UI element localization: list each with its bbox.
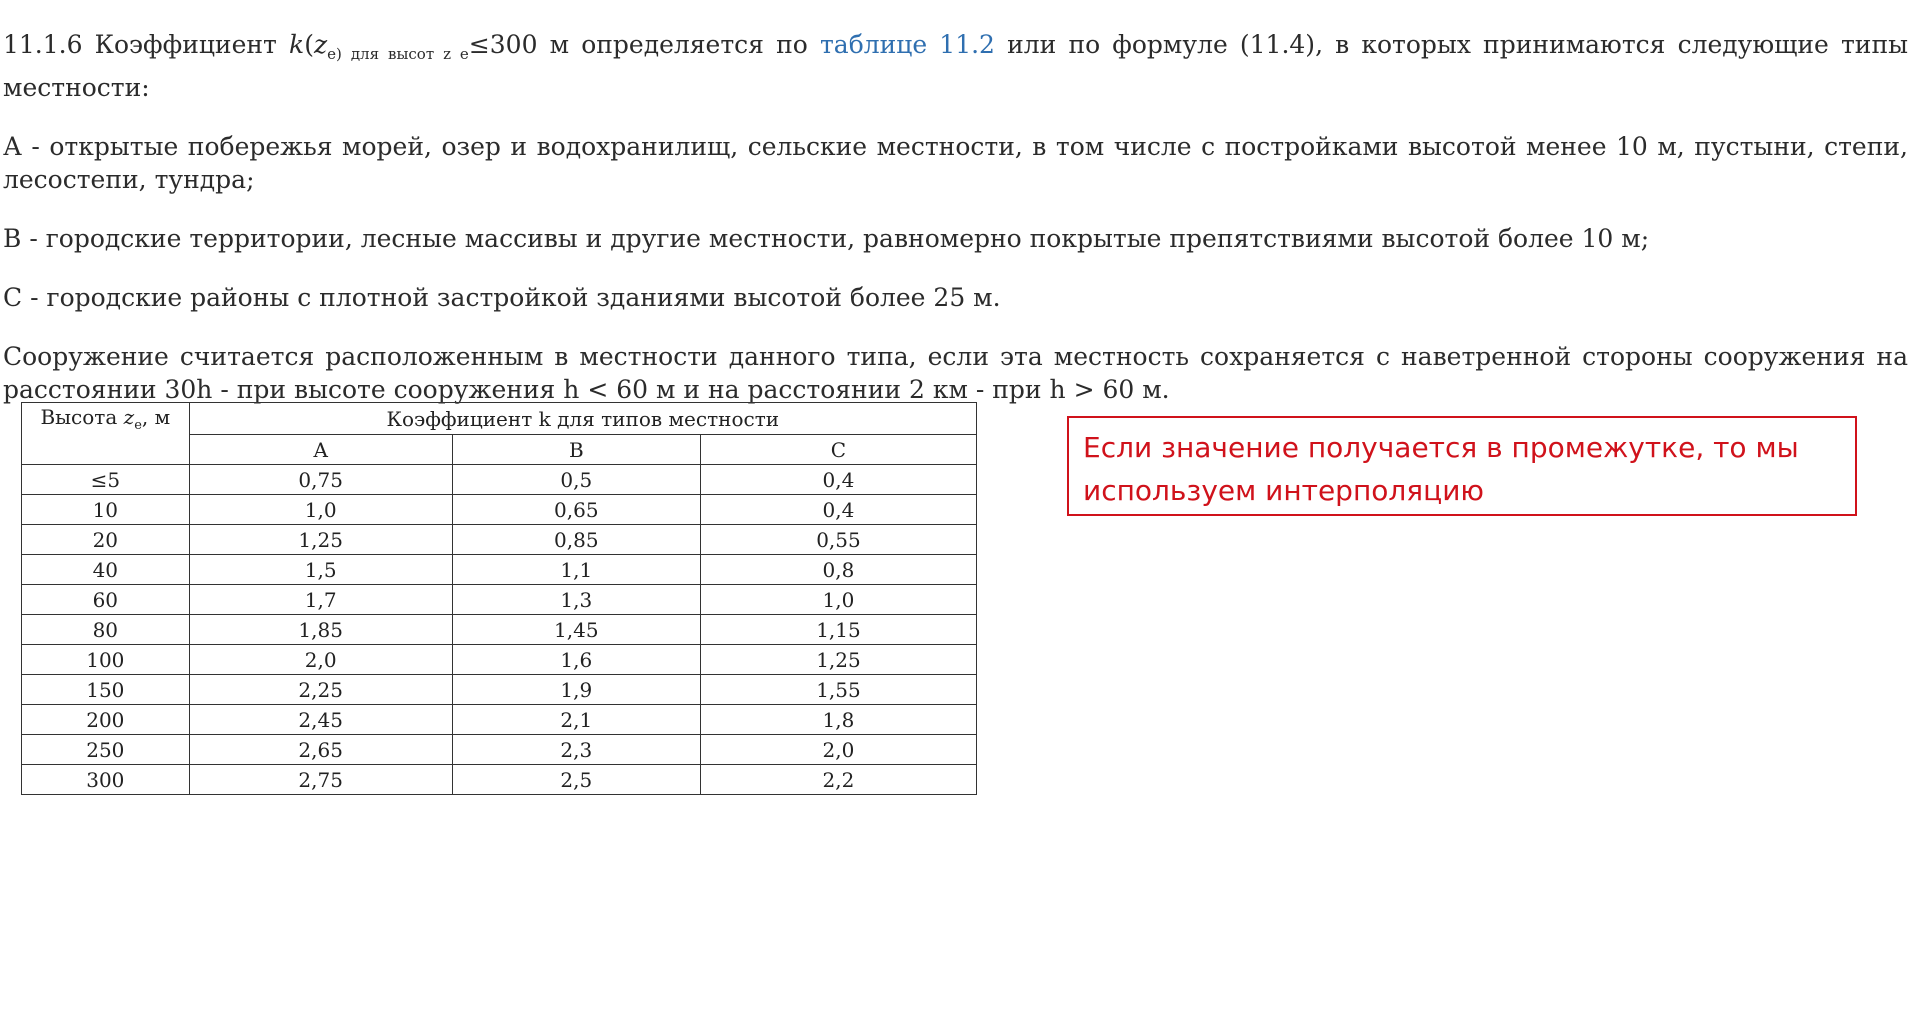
table-header-row bbox=[22, 403, 977, 435]
coef-b-cell: 1,3 bbox=[452, 585, 700, 615]
coef-b-cell: 1,6 bbox=[452, 645, 700, 675]
coef-a-cell: 2,65 bbox=[189, 735, 452, 765]
section-heading-paragraph bbox=[3, 28, 1908, 104]
table-row bbox=[22, 555, 977, 585]
height-header-z: z bbox=[123, 405, 135, 429]
coef-c-cell: 0,4 bbox=[700, 465, 976, 495]
coef-a-cell: 2,75 bbox=[189, 765, 452, 795]
z-symbol: z bbox=[313, 30, 328, 59]
placement-rule: Сооружение считается расположенным в местности данного типа, если эта местность сохраняется с наветренной стороны сооружения на расстоянии 30h - при высоте сооружения h < 60 м и на расстоянии 2 км - при h > 60 м. bbox=[3, 342, 1908, 404]
coef-a-cell: 1,5 bbox=[189, 555, 452, 585]
coef-b-cell: 2,5 bbox=[452, 765, 700, 795]
table-row bbox=[22, 765, 977, 795]
table-row bbox=[22, 585, 977, 615]
coef-c-cell: 2,2 bbox=[700, 765, 976, 795]
coef-c-cell: 1,15 bbox=[700, 615, 976, 645]
table-row bbox=[22, 525, 977, 555]
coef-c-cell: 1,8 bbox=[700, 705, 976, 735]
height-cell: 10 bbox=[22, 495, 190, 525]
coef-a-cell: 0,75 bbox=[189, 465, 452, 495]
coef-a-cell: 1,85 bbox=[189, 615, 452, 645]
coef-c-cell: 0,55 bbox=[700, 525, 976, 555]
height-cell: 40 bbox=[22, 555, 190, 585]
terrain-c-header: С bbox=[700, 435, 976, 465]
table-row bbox=[22, 675, 977, 705]
table-row bbox=[22, 705, 977, 735]
k-symbol: k bbox=[289, 30, 305, 59]
coef-b-cell: 1,45 bbox=[452, 615, 700, 645]
coef-a-cell: 2,25 bbox=[189, 675, 452, 705]
terrain-type-a: А - открытые побережья морей, озер и водохранилищ, сельские местности, в том числе с постройками высотой менее 10 м, пустыни, степи, лесостепи, тундра; bbox=[3, 132, 1908, 194]
section-suffix: или по формуле (11.4), в которых принимаются следующие типы местности: bbox=[3, 30, 1909, 102]
terrain-b-header: В bbox=[452, 435, 700, 465]
terrain-type-c: С - городские районы с плотной застройкой зданиями высотой более 25 м. bbox=[3, 283, 1001, 312]
height-header-sub: e bbox=[134, 418, 142, 433]
table-row bbox=[22, 615, 977, 645]
coef-a-cell: 1,7 bbox=[189, 585, 452, 615]
table-row bbox=[22, 495, 977, 525]
coef-b-cell: 0,85 bbox=[452, 525, 700, 555]
coef-b-cell: 2,1 bbox=[452, 705, 700, 735]
height-cell: 20 bbox=[22, 525, 190, 555]
height-cell: 60 bbox=[22, 585, 190, 615]
height-cell: ≤5 bbox=[22, 465, 190, 495]
height-column-header bbox=[22, 403, 190, 465]
coef-b-cell: 0,65 bbox=[452, 495, 700, 525]
height-cell: 100 bbox=[22, 645, 190, 675]
coef-c-cell: 1,25 bbox=[700, 645, 976, 675]
height-condition: ≤300 м определяется по bbox=[468, 30, 820, 59]
table-row bbox=[22, 465, 977, 495]
coef-a-cell: 1,0 bbox=[189, 495, 452, 525]
document-body bbox=[3, 28, 1908, 436]
coef-b-cell: 1,1 bbox=[452, 555, 700, 585]
coef-a-cell: 1,25 bbox=[189, 525, 452, 555]
height-subscript: e) для высот z e bbox=[327, 45, 469, 63]
section-prefix: 11.1.6 Коэффициент bbox=[3, 30, 290, 59]
terrain-a-header: А bbox=[189, 435, 452, 465]
height-header-suffix: , м bbox=[141, 405, 171, 429]
terrain-type-b: В - городские территории, лесные массивы и другие местности, равномерно покрытые препятствиями высотой более 10 м; bbox=[3, 224, 1650, 253]
coef-a-cell: 2,45 bbox=[189, 705, 452, 735]
table-11-2-link[interactable]: таблице 11.2 bbox=[819, 30, 995, 59]
coef-b-cell: 0,5 bbox=[452, 465, 700, 495]
coef-c-cell: 1,0 bbox=[700, 585, 976, 615]
height-cell: 250 bbox=[22, 735, 190, 765]
height-cell: 80 bbox=[22, 615, 190, 645]
height-cell: 200 bbox=[22, 705, 190, 735]
height-cell: 300 bbox=[22, 765, 190, 795]
coef-c-cell: 0,8 bbox=[700, 555, 976, 585]
interpolation-note: Если значение получается в промежутке, то мы используем интерполяцию bbox=[1067, 416, 1857, 516]
paren-open: ( bbox=[304, 30, 314, 59]
coef-c-cell: 0,4 bbox=[700, 495, 976, 525]
table-body bbox=[22, 465, 977, 795]
height-cell: 150 bbox=[22, 675, 190, 705]
coef-a-cell: 2,0 bbox=[189, 645, 452, 675]
coef-c-cell: 1,55 bbox=[700, 675, 976, 705]
table-row bbox=[22, 735, 977, 765]
coef-b-cell: 2,3 bbox=[452, 735, 700, 765]
coef-b-cell: 1,9 bbox=[452, 675, 700, 705]
coefficient-table bbox=[21, 402, 977, 795]
coef-c-cell: 2,0 bbox=[700, 735, 976, 765]
coefficient-column-header: Коэффициент k для типов местности bbox=[189, 403, 976, 435]
table-row bbox=[22, 645, 977, 675]
height-header-prefix: Высота bbox=[40, 405, 124, 429]
